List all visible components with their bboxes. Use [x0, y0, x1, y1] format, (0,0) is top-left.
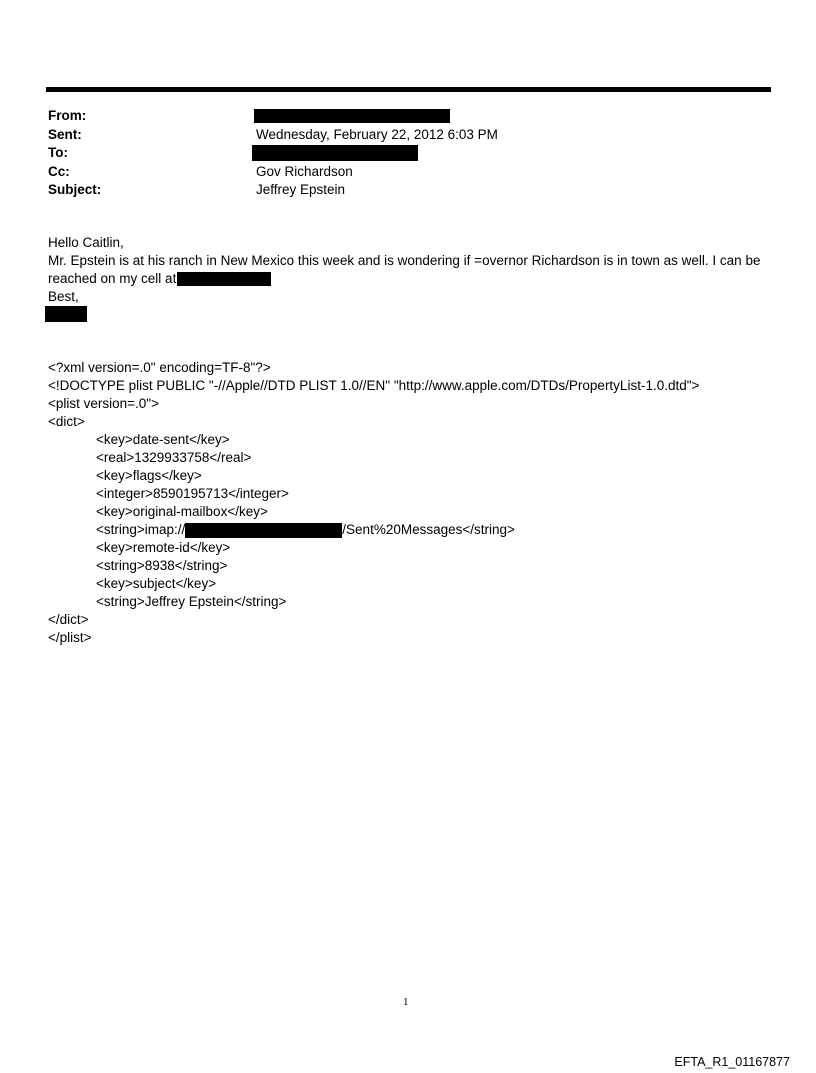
from-value	[256, 108, 450, 123]
xml-line: </dict>	[48, 612, 89, 627]
subject-label: Subject:	[48, 182, 102, 197]
xml-line: <key>remote-id</key>	[96, 540, 231, 555]
redaction-box	[177, 272, 271, 286]
redaction-box	[254, 109, 450, 123]
sent-label: Sent:	[48, 126, 82, 142]
xml-line: <key>flags</key>	[96, 468, 202, 483]
redaction-box	[185, 523, 342, 538]
bates-number: EFTA_R1_01167877	[674, 1055, 790, 1069]
xml-line: <real>1329933758</real>	[96, 450, 252, 465]
page-number: 1	[403, 996, 409, 1008]
xml-fragment: <string>imap://	[96, 522, 186, 537]
redaction-box	[252, 145, 418, 161]
signature-redaction-box	[45, 306, 87, 322]
to-label: To:	[48, 145, 68, 160]
xml-line: </plist>	[48, 630, 92, 645]
xml-line: <plist version=.0">	[48, 396, 159, 411]
closing: Best,	[48, 289, 79, 304]
greeting: Hello Caitlin,	[48, 235, 124, 250]
header-rule	[46, 87, 771, 92]
xml-line: <string>Jeffrey Epstein</string>	[96, 594, 287, 609]
body-paragraph	[48, 252, 773, 288]
plist-block	[48, 359, 699, 647]
xml-line: <key>date-sent</key>	[96, 432, 230, 447]
xml-line: <?xml version=.0" encoding=TF-8"?>	[48, 360, 271, 375]
subject-value: Jeffrey Epstein	[256, 182, 346, 197]
xml-line: <dict>	[48, 414, 85, 429]
email-body	[48, 234, 773, 306]
body-line: Mr. Epstein is at his ranch in New Mexico this week and is wondering if =overnor Richardson is in town as well. I can be reached on my cell at	[48, 253, 761, 286]
xml-line: <string>8938</string>	[96, 558, 228, 573]
sent-value: Wednesday, February 22, 2012 6:03 PM	[256, 126, 498, 142]
from-label: From:	[48, 108, 87, 123]
to-value	[256, 145, 418, 161]
xml-line: <integer>8590195713</integer>	[96, 486, 289, 501]
xml-line: <key>original-mailbox</key>	[96, 504, 268, 519]
cc-label: Cc:	[48, 163, 70, 179]
xml-line	[48, 521, 699, 539]
xml-line: <!DOCTYPE plist PUBLIC "-//Apple//DTD PLIST 1.0//EN" "http://www.apple.com/DTDs/PropertyList-1.0.dtd">	[48, 378, 700, 393]
cc-value: Gov Richardson	[256, 163, 353, 179]
xml-fragment: /Sent%20Messages</string>	[342, 522, 515, 537]
xml-line: <key>subject</key>	[96, 576, 217, 591]
